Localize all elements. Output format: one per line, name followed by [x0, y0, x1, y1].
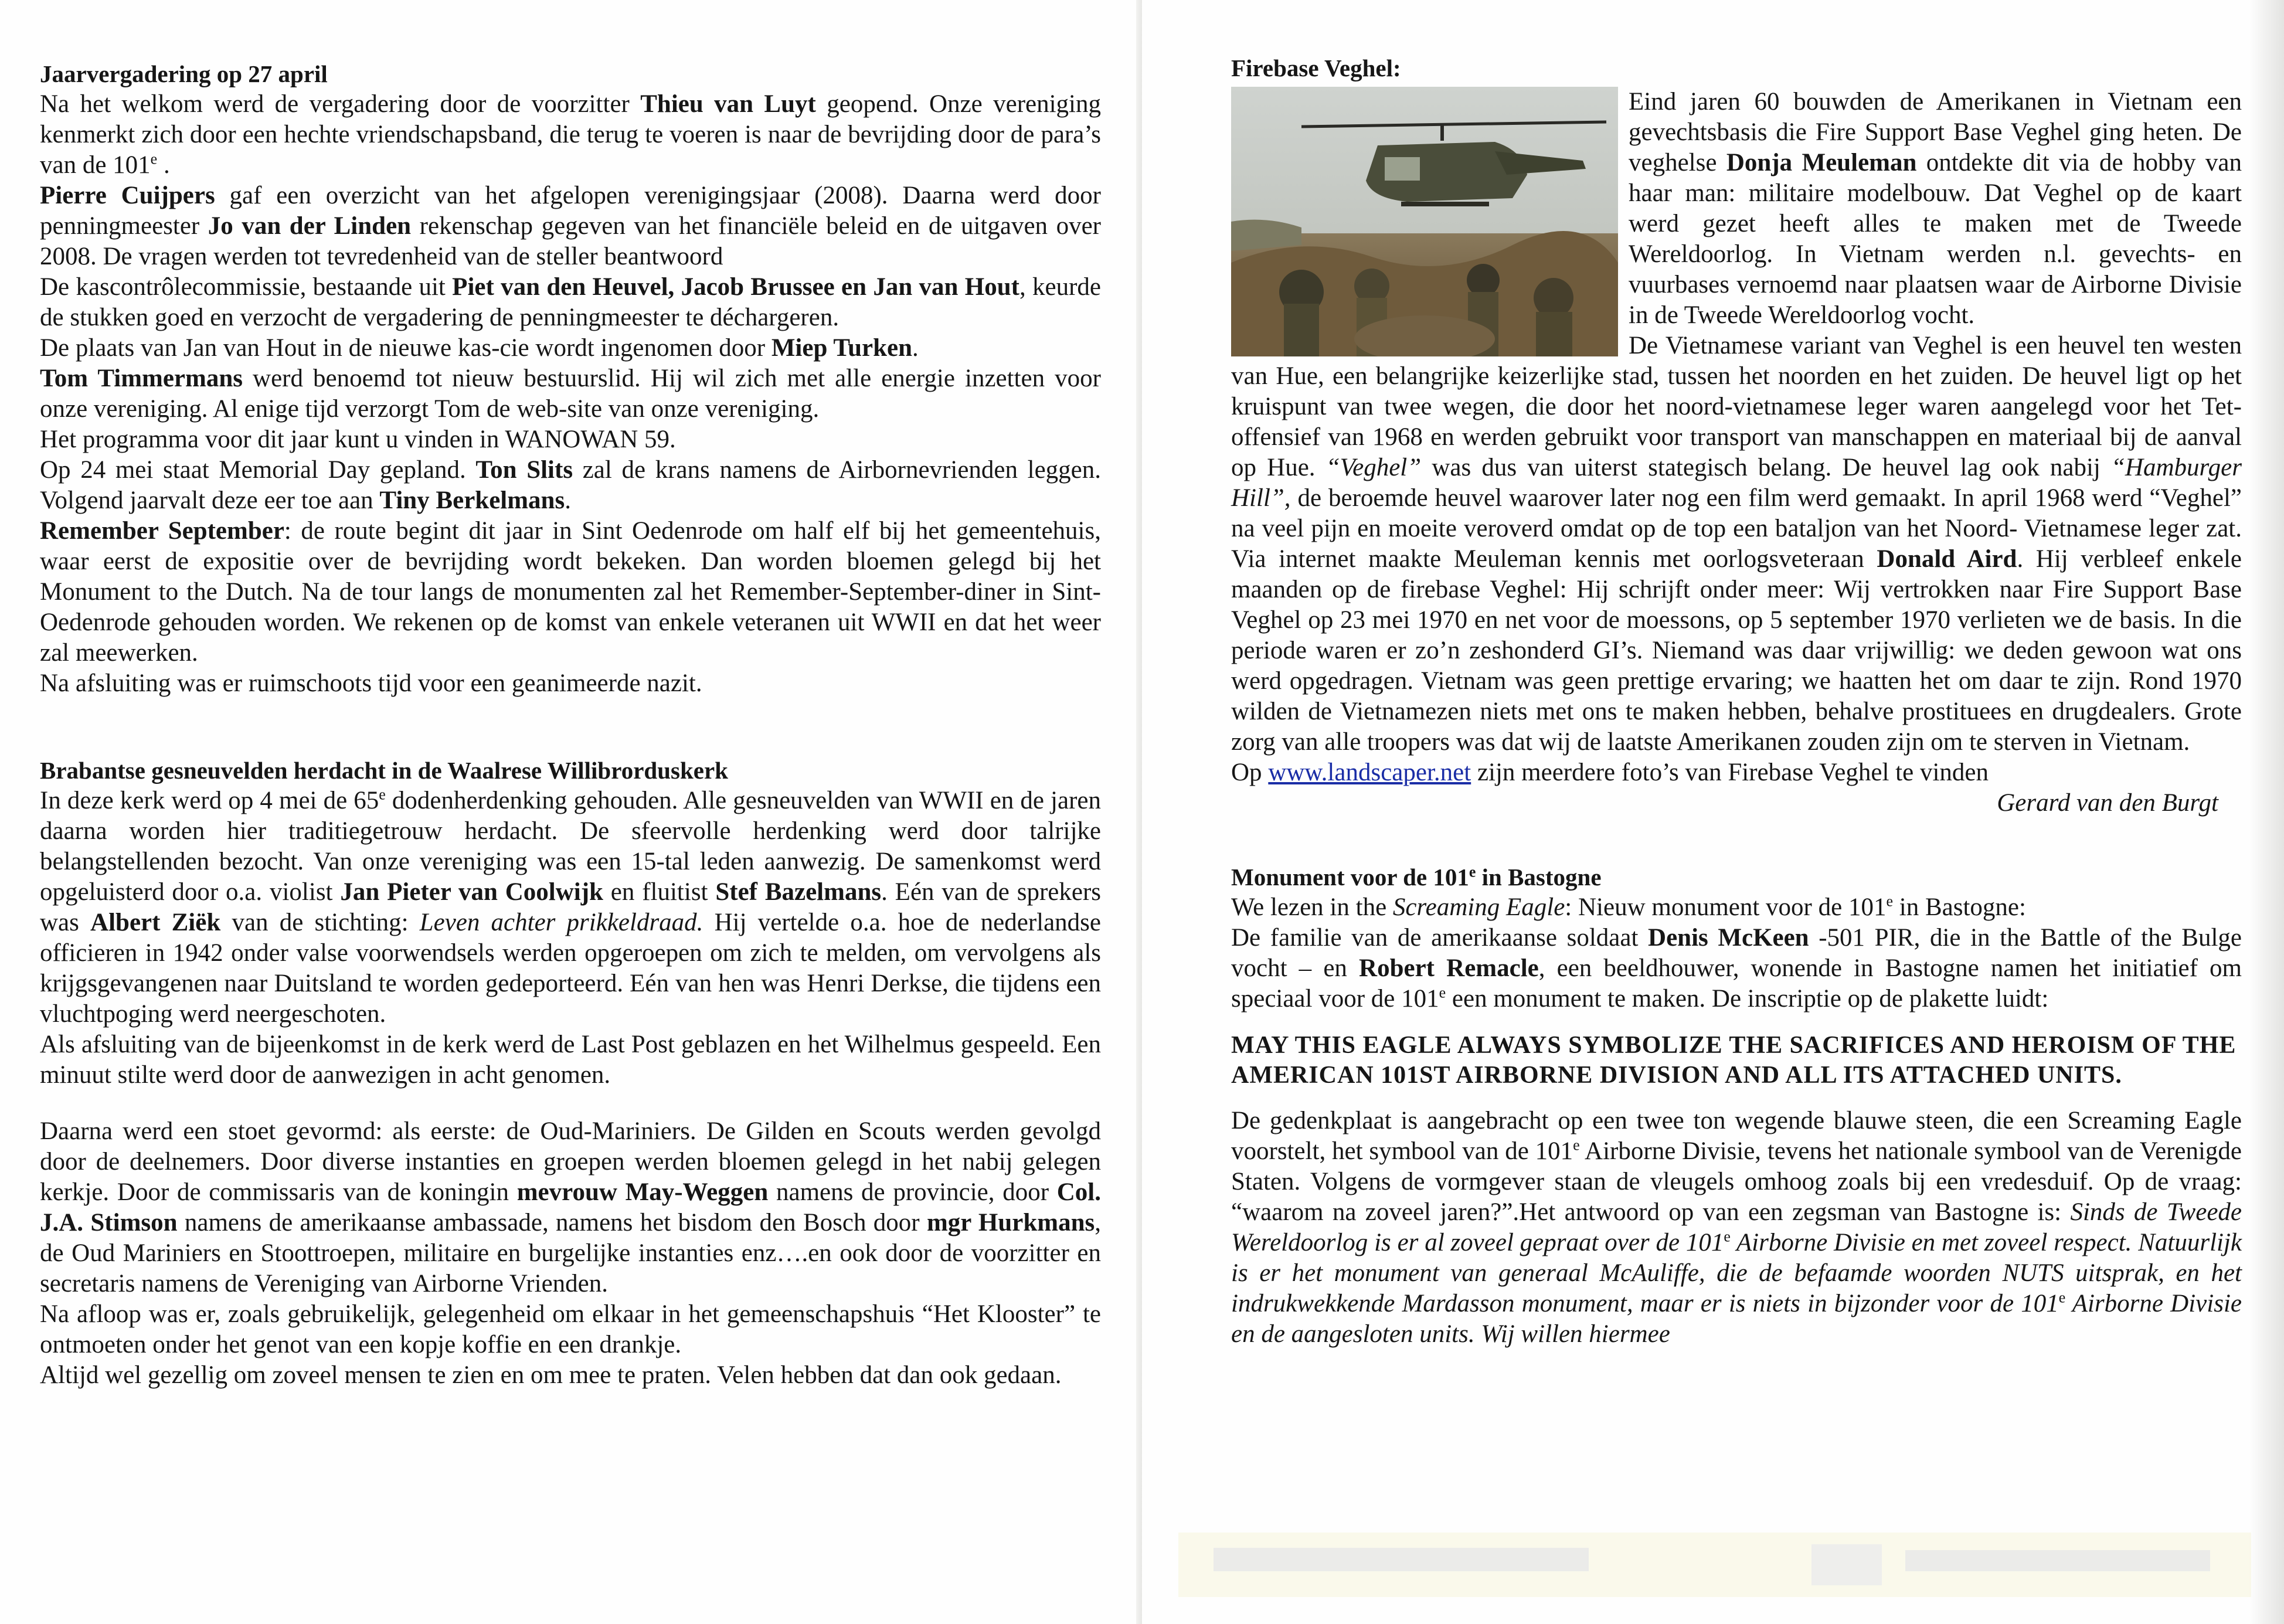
- paragraph: Remember September: de route begint dit jaar in Sint Oedenrode om half elf bij het gemeentehuis, waar eerst de expositie over de bevrijding wordt bekeken. Dan worden bloemen gelegd bij het Monument to the Dutch. Na de tour langs de monumenten zal het Remember-September-diner in Sint-Oedenrode gehouden worden. We rekenen op de komst van enkele veteranen uit WWII en dat het weer zal meewerken.: [40, 517, 1101, 667]
- paragraph: Op 24 mei staat Memorial Day gepland. Ton Slits zal de krans namens de Airbornevrienden leggen. Volgend jaarvalt deze eer toe aan Tiny Berkelmans.: [40, 456, 1101, 514]
- section-heading: Firebase Veghel:: [1231, 55, 1401, 81]
- banner-graphic: [1178, 1521, 2251, 1603]
- paragraph: Pierre Cuijpers gaf een overzicht van het afgelopen verenigingsjaar (2008). Daarna werd door penningmeester Jo van der Linden rekenschap gegeven van het financiële beleid en de uitgaven over 2008. De vragen werden tot tevredenheid van de steller beantwoord: [40, 182, 1101, 270]
- paragraph: Op www.landscaper.net zijn meerdere foto’s van Firebase Veghel te vinden: [1231, 759, 1989, 786]
- section-jaarvergadering: [40, 59, 1101, 699]
- paragraph: De gedenkplaat is aangebracht op een twee ton wegende blauwe steen, die een Screaming Eagle voorstelt, het symbool van de 101e Airborne Divisie, tevens het nationale symbool van de Verenigde Staten. Volgens de vormgever staan de vleugels omhoog zoals bij een vredesduif. Op de vraag: “waarom na zoveel jaren?”.Het antwoord op van een zegsman van Bastogne is: Sinds de Tweede Wereldoorlog is er al zoveel gepraat over de 101e Airborne Divisie en met zoveel respect. Natuurlijk is er het monument van generaal McAuliffe, die de befaamde woorden NUTS uitsprak, en het indrukwekkende Mardasson monument, maar er is niets in bijzonder voor de 101e Airborne Divisie en de aangesloten units. Wij willen hiermee: [1231, 1107, 2242, 1348]
- section-body: [40, 1116, 1101, 1391]
- page-edge-shadow: [2249, 0, 2284, 1624]
- helicopter-photo-image: [1231, 87, 1618, 356]
- section-monument-bastogne: [1231, 862, 2242, 1350]
- paragraph: Het programma voor dit jaar kunt u vinden in WANOWAN 59.: [40, 426, 676, 453]
- paragraph: De familie van de amerikaanse soldaat Denis McKeen -501 PIR, die in the Battle of the Bulge vocht – en Robert Remacle, een beeldhouwer, wonende in Bastogne namen het initiatief om speciaal voor de 101e een monument te maken. De inscriptie op de plakette luidt:: [1231, 924, 2242, 1013]
- paragraph: Na afsluiting was er ruimschoots tijd voor een geanimeerde nazit.: [40, 670, 702, 697]
- helicopter-photo: [1231, 87, 1618, 356]
- paragraph: Eind jaren 60 bouwden de Amerikanen in Vietnam een gevechtsbasis die Fire Support Base Veghel ging heten. De veghelse Donja Meuleman ontdekte dit via de hobby van haar man: militaire modelbouw. Dat Veghel op de kaart werd gezet heeft alles te maken met de Tweede Wereldoorlog. In Vietnam werden n.l. gevechts- en vuurbases vernoemd naar plaatsen waar de Airborne Divisie in de Tweede Wereldoorlog vocht.: [1629, 88, 2242, 329]
- paragraph: Als afsluiting van de bijeenkomst in de kerk werd de Last Post geblazen en het Wilhelmus gespeeld. Een minuut stilte werd door de aanwezigen in acht genomen.: [40, 1031, 1101, 1089]
- paragraph: Altijd wel gezellig om zoveel mensen te zien en om mee te praten. Velen hebben dat dan ook gedaan.: [40, 1361, 1062, 1389]
- paragraph: We lezen in the Screaming Eagle: Nieuw monument voor de 101e in Bastogne:: [1231, 892, 2026, 921]
- paragraph: Na afloop was er, zoals gebruikelijk, gelegenheid om elkaar in het gemeenschapshuis “Het Klooster” te ontmoeten onder het genot van een kopje koffie en een drankje.: [40, 1300, 1101, 1358]
- section-body: [40, 786, 1101, 1090]
- section-heading: Monument voor de 101e in Bastogne: [1231, 863, 1602, 891]
- paragraph: In deze kerk werd op 4 mei de 65e dodenherdenking gehouden. Alle gesneuvelden van WWII en de jaren daarna worden hier traditiegetrouw herdacht. De sfeervolle herdenking werd door talrijke belangstellenden bezocht. Van onze vereniging was een 15-tal leden aanwezig. De samenkomst werd opgeluisterd door o.a. violist Jan Pieter van Coolwijk en fluitist Stef Bazelmans. Eén van de sprekers was Albert Ziëk van de stichting: Leven achter prikkeldraad. Hij vertelde o.a. hoe de nederlandse officieren in 1942 onder valse voorwendsels werden opgeroepen om zich te melden, om vervolgens als krijgsgevangenen naar Duitsland te worden gedeporteerd. Eén van hen was Henri Derkse, die tijdens een vluchtpoging werd neergeschoten.: [40, 786, 1101, 1028]
- section-body: [40, 89, 1101, 699]
- paragraph: De Vietnamese variant van Veghel is een heuvel ten westen van Hue, een belangrijke keizerlijke stad, tussen het noorden en het zuiden. De heuvel ligt op het kruispunt van twee wegen, die door het noord-vietnamese leger waren aangelegd voor het Tet-offensief van 1968 en werden gebruikt voor transport van manschappen en materiaal bij de aanval op Hue. “Veghel” was dus van uiterst stategisch belang. De heuvel lag ook nabij “Hamburger Hill”, de beroemde heuvel waarover later nog een film werd gemaakt. In april 1968 werd “Veghel” na veel pijn en moeite veroverd omdat op de top een bataljon van het Noord- Vietnamese leger zat. Via internet maakte Meuleman kennis met oorlogsveteraan Donald Aird. Hij verbleef enkele maanden op de firebase Veghel: Hij schrijft onder meer: Wij vertrokken naar Fire Support Base Veghel op 23 mei 1970 en net voor de moessons, op 5 september 1970 verlieten we de basis. In die periode waren er zo’n zeshonderd GI’s. Niemand was daar vrijwillig: we deden gewoon wat ons werd opgedragen. Vietnam was geen prettige ervaring; we haatten het om daar te zijn. Rond 1970 wilden de Vietnamezen niets met ons te maken hebben, behalve prostituees en drugdealers. Grote zorg van alle troopers was dat wij de laatste Amerikanen zouden zijn om te sterven in Vietnam.: [1231, 332, 2242, 756]
- section-heading: Brabantse gesneuvelden herdacht in de Waalrese Willibrorduskerk: [40, 757, 728, 784]
- section-firebase-veghel: [1231, 53, 2242, 818]
- paragraph: Daarna werd een stoet gevormd: als eerste: de Oud-Mariniers. De Gilden en Scouts werden gevolgd door de deelnemers. Door diverse instanties en groepen werden bloemen gelegd in het nabij gelegen kerkje. Door de commissaris van de koningin mevrouw May-Weggen namens de provincie, door Col. J.A. Stimson namens de amerikaanse ambassade, namens het bisdom den Bosch door mgr Hurkmans, de Oud Mariniers en Stoottroepen, militaire en burgelijke instanties enz….en ook door de voorzitter en secretaris namens de Vereniging van Airborne Vrienden.: [40, 1117, 1102, 1297]
- landscaper-link[interactable]: www.landscaper.net: [1268, 759, 1471, 786]
- paragraph: Na het welkom werd de vergadering door de voorzitter Thieu van Luyt geopend. Onze vereniging kenmerkt zich door een hechte vriendschapsband, die terug te voeren is naar de bevrijding door de para’s van de 101e .: [40, 90, 1102, 179]
- section-stoet: [40, 1116, 1101, 1391]
- section-body: [1231, 1106, 2242, 1350]
- section-heading: Jaarvergadering op 27 april: [40, 60, 328, 87]
- right-page: [1142, 0, 2284, 1624]
- section-body: [1231, 892, 2242, 1014]
- association-banner-watermark: [1178, 1521, 2251, 1603]
- monument-inscription: MAY THIS EAGLE ALWAYS SYMBOLIZE THE SACRIFICES AND HEROISM OF THE AMERICAN 101ST AIRBORNE DIVISION AND ALL ITS ATTACHED UNITS.: [1231, 1032, 2237, 1089]
- author-signature: Gerard van den Burgt: [1997, 789, 2218, 817]
- paragraph: De plaats van Jan van Hout in de nieuwe kas-cie wordt ingenomen door Miep Turken.: [40, 334, 919, 362]
- paragraph: De kascontrôlecommissie, bestaande uit Piet van den Heuvel, Jacob Brussee en Jan van Hout, keurde de stukken goed en verzocht de vergadering de penningmeester te déchargeren.: [40, 273, 1102, 331]
- section-brabantse-gesneuvelden: [40, 755, 1101, 1090]
- paragraph: Tom Timmermans werd benoemd tot nieuw bestuurslid. Hij wil zich met alle energie inzetten voor onze vereniging. Al enige tijd verzorgt Tom de web-site van onze vereniging.: [40, 365, 1102, 423]
